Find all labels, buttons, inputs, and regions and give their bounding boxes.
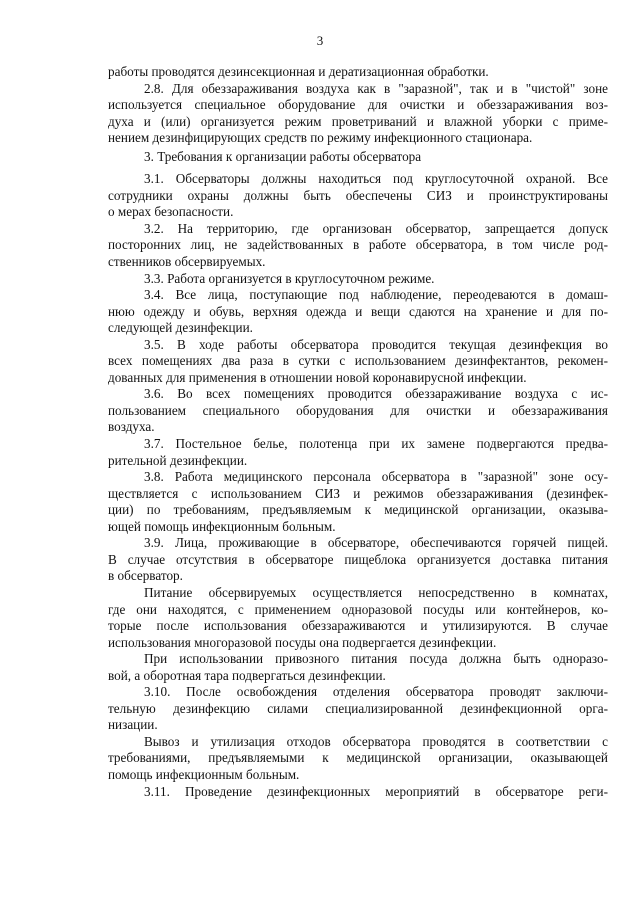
text-line: 3.3. Работа организуется в круглосуточном режиме.: [144, 270, 435, 286]
text-line: ющей помощь инфекционным больным.: [108, 518, 336, 534]
text-line: тельную дезинфекцию силами специализированной дезинфекционной орга-: [108, 700, 608, 716]
text-line: воздуха.: [108, 419, 155, 435]
text-line: 3.11. Проведение дезинфекционных мероприятий в обсерваторе реги-: [144, 783, 608, 799]
text-line: следующей дезинфекции.: [108, 320, 253, 336]
document-body: [108, 64, 608, 800]
text-line: нюю одежду и обувь, верхняя одежда и вещи сдаются на хранение и для по-: [108, 303, 608, 319]
section-heading: [108, 149, 608, 166]
text-line: 3.4. Все лица, поступающие под наблюдение, переодеваются в домаш-: [144, 287, 608, 303]
text-line: 3.7. Постельное белье, полотенца при их замене подвергаются предва-: [144, 436, 608, 452]
text-line: посторонних лиц, не задействованных в работе обсерватора, в том числе род-: [108, 237, 608, 253]
text-line: использования многоразовой посуды она подвергается дезинфекции.: [108, 634, 497, 650]
text-line: 3.8. Работа медицинского персонала обсерватора в "заразной" зоне осу-: [144, 469, 608, 485]
text-line: ществляется с использованием СИЗ и режимов обеззараживания (дезинфек-: [108, 485, 608, 501]
paragraph: [108, 337, 608, 387]
text-line: Питание обсервируемых осуществляется непосредственно в комнатах,: [144, 584, 608, 600]
paragraph: [108, 734, 608, 784]
text-line: низации.: [108, 717, 158, 733]
paragraph: [108, 784, 608, 801]
text-line: работы проводятся дезинсекционная и дератизационная обработки.: [108, 64, 489, 79]
text-line: 3.10. После освобождения отделения обсерватора проводят заключи-: [144, 684, 608, 700]
text-line: где они находятся, с применением одноразовой посуды или контейнеров, ко-: [108, 601, 608, 617]
text-line: пользованием специального оборудования для очистки и обеззараживания: [108, 402, 608, 418]
paragraph: [108, 469, 608, 535]
text-line: о мерах безопасности.: [108, 204, 234, 220]
text-line: 3.2. На территорию, где организован обсерватор, запрещается допуск: [144, 220, 608, 236]
text-line: Вывоз и утилизация отходов обсерватора проводятся в соответствии с: [144, 733, 608, 749]
paragraph: [108, 271, 608, 288]
page-number: 3: [316, 33, 324, 48]
text-line: В случае отсутствия в обсерваторе пищеблока организуется доставка питания: [108, 551, 608, 567]
paragraph: [108, 585, 608, 651]
paragraph: [108, 64, 608, 81]
paragraph: [108, 684, 608, 734]
text-line: 3.5. В ходе работы обсерватора проводится текущая дезинфекция во: [144, 336, 608, 352]
paragraph: [108, 651, 608, 684]
text-line: помощь инфекционным больным.: [108, 766, 300, 782]
text-line: духа и (или) организуется режим проветриваний и влажной уборки с приме-: [108, 113, 608, 129]
text-line: 3. Требования к организации работы обсерватора: [144, 148, 422, 164]
text-line: 3.1. Обсерваторы должны находиться под круглосуточной охраной. Все: [144, 171, 608, 187]
paragraph: [108, 287, 608, 337]
paragraph: [108, 81, 608, 147]
text-line: При использовании привозного питания посуда должна быть одноразо-: [144, 651, 608, 667]
text-line: рительной дезинфекции.: [108, 452, 248, 468]
text-line: сотрудники охраны должны быть обеспечены СИЗ и проинструктированы: [108, 187, 608, 203]
text-line: в обсерватор.: [108, 568, 183, 584]
text-line: используется специальное оборудование для очистки и обеззараживания воз-: [108, 97, 608, 113]
text-line: ственников обсервируемых.: [108, 254, 266, 270]
text-line: 2.8. Для обеззараживания воздуха как в "заразной", так и в "чистой" зоне: [144, 80, 608, 96]
text-line: всех помещениях два раза в сутки с использованием дезинфектантов, рекомен-: [108, 353, 608, 369]
text-line: 3.9. Лица, проживающие в обсерваторе, обеспечиваются горячей пищей.: [144, 535, 608, 551]
text-line: дованных для применения в отношении новой коронавирусной инфекции.: [108, 369, 527, 385]
paragraph: [108, 221, 608, 271]
text-line: нением дезинфицирующих средств по режиму инфекционного стационара.: [108, 130, 533, 146]
text-line: требованиями, предъявляемыми к медицинской организации, оказывающей: [108, 750, 608, 766]
text-line: торые после использования обеззараживаются и утилизируются. В случае: [108, 618, 608, 634]
paragraph: [108, 436, 608, 469]
text-line: ции) по требованиям, предъявляемым к медицинской организации, оказыва-: [108, 502, 608, 518]
paragraph: [108, 535, 608, 585]
paragraph: [108, 386, 608, 436]
text-line: 3.6. Во всех помещениях проводится обеззараживание воздуха с ис-: [144, 386, 608, 402]
paragraph: [108, 171, 608, 221]
text-line: вой, а оборотная тара подвергаться дезинфекции.: [108, 667, 386, 683]
